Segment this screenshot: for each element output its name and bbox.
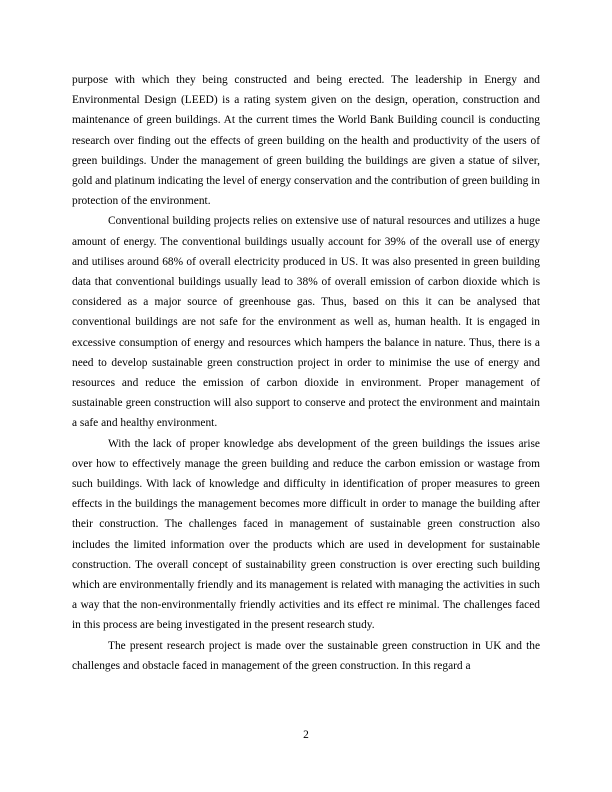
paragraph-present-research: The present research project is made over the sustainable green construction in UK and the challenges and obstacle faced in management of the green construction. In this regard a bbox=[72, 639, 540, 672]
paragraph-management-challenges: With the lack of proper knowledge abs development of the green buildings the issues arise over how to effectively manage the green building and reduce the carbon emission or wastage from such buildings. With lack of knowledge and difficulty in identification of proper measures to green effects in the buildings the management becomes more difficult in order to manage the building after their construction. The challenges faced in management of sustainable green construction also includes the limited information over the products which are used in development for sustainable construction. The overall concept of sustainability green construction is over erecting such building which are environmentally friendly and its management is related with managing the activities in such a way that the non-environmentally friendly activities and its effect re minimal. The challenges faced in this process are being investigated in the present research study. bbox=[72, 437, 540, 632]
document-body bbox=[72, 70, 540, 676]
paragraph-conventional-buildings: Conventional building projects relies on extensive use of natural resources and utilizes a huge amount of energy. The conventional buildings usually account for 39% of the overall use of energy and utilises around 68% of overall electricity produced in US. It was also presented in green building data that conventional buildings usually lead to 38% of overall emission of carbon dioxide which is considered as a major source of greenhouse gas. Thus, based on this it can be analysed that conventional buildings are not safe for the environment as well as, human health. It is engaged in excessive consumption of energy and resources which hampers the balance in nature. Thus, there is a need to develop sustainable green construction project in order to minimise the use of energy and resources and reduce the emission of carbon dioxide in environment. Proper management of sustainable green construction will also support to conserve and protect the environment and maintain a safe and healthy environment. bbox=[72, 215, 540, 430]
paragraph-leed-rating: purpose with which they being constructed and being erected. The leadership in Energy and Environmental Design (LEED) is a rating system given on the design, operation, construction and maintenance of green buildings. At the current times the World Bank Building council is conducting research over finding out the effects of green building on the health and productivity of the users of green buildings. Under the management of green building the buildings are given a statue of silver, gold and platinum indicating the level of energy conservation and the contribution of green building in protection of the environment. bbox=[72, 74, 540, 208]
page-number: 2 bbox=[303, 729, 309, 741]
